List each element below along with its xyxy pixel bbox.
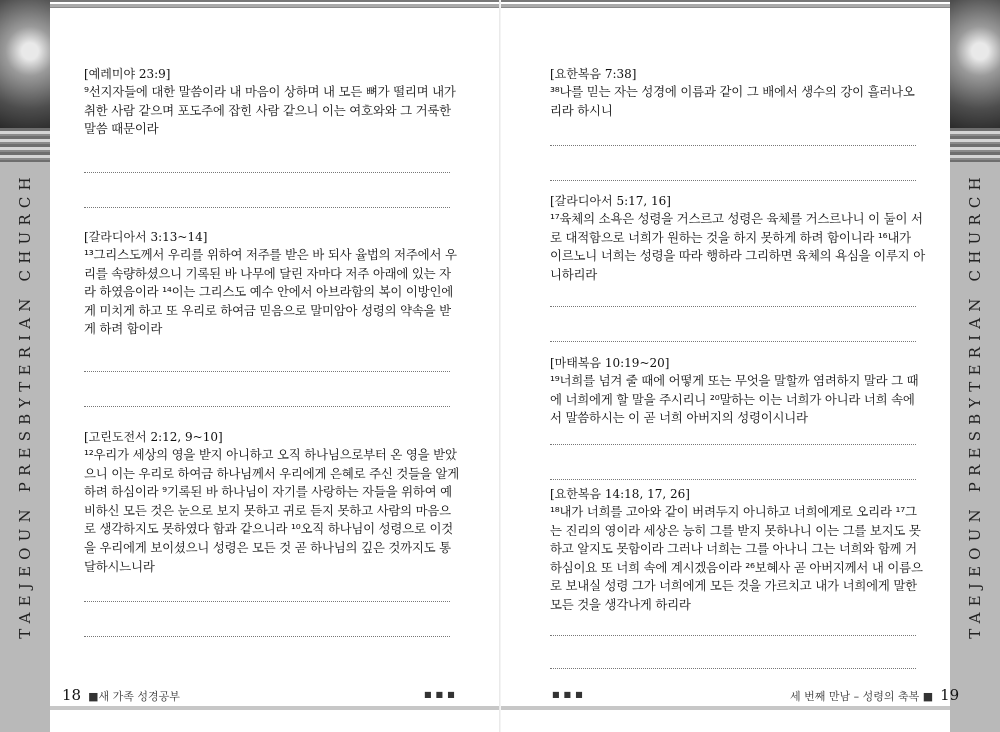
top-rule-right bbox=[500, 0, 950, 8]
note-line bbox=[550, 145, 916, 146]
note-line bbox=[550, 479, 916, 480]
decorative-stripes bbox=[950, 128, 1000, 162]
scripture-text: ¹⁸내가 너희를 고아와 같이 버려두지 아니하고 너희에게로 오리라 ¹⁷그는 진리의 영이라 세상은 능히 그를 받지 못하나니 이는 그를 보지도 못하고 알지도 못함이라 그러나 너희는 그를 아나니 그는 너희와 함께 거하심이요 또 너희 속에 계시겠음이라 ²⁶보혜사 곧 아버지께서 내 이름으로 보내실 성령 그가 너희에게 모든 것을 가르치고 내가 너희에게 말한 모든 것을 생각나게 하리라 bbox=[550, 504, 923, 612]
note-line bbox=[84, 172, 450, 173]
page-number: 18 bbox=[62, 686, 82, 704]
note-line bbox=[550, 306, 916, 307]
note-line bbox=[84, 406, 450, 407]
scripture-reference: [고린도전서 2:12, 9~10] bbox=[84, 430, 223, 444]
bottom-bar-right bbox=[501, 706, 950, 710]
scripture-text: ¹³그리스도께서 우리를 위하여 저주를 받은 바 되사 율법의 저주에서 우리를 속량하셨으니 기록된 바 나무에 달린 자마다 저주 아래에 있는 자라 하였음이라 ¹⁴이는 그리스도 예수 안에서 아브라함의 복이 이방인에게 미치게 하고 또 우리로 하여금 믿음으로 말미암아 성령의 약속을 받게 하려 함이라 bbox=[84, 247, 457, 337]
footer-squares: ■■■ bbox=[552, 690, 587, 699]
note-line bbox=[84, 601, 450, 602]
hands-plant-photo bbox=[0, 0, 50, 128]
scripture-reference: [요한복음 7:38] bbox=[550, 67, 637, 81]
footer-title: ■새 가족 성경공부 bbox=[88, 690, 180, 703]
note-line bbox=[550, 180, 916, 181]
left-side-text: TAEJEOUN PRESBYTERIAN CHURCH bbox=[16, 171, 34, 639]
scripture-entry bbox=[84, 229, 460, 339]
scripture-entry bbox=[550, 193, 925, 284]
page-fold bbox=[499, 0, 501, 732]
right-side-band bbox=[950, 0, 1000, 732]
scripture-reference: [마태복음 10:19~20] bbox=[550, 356, 670, 370]
hands-plant-photo bbox=[950, 0, 1000, 128]
decorative-stripes bbox=[0, 128, 50, 162]
bottom-bar-left bbox=[50, 706, 499, 710]
footer-squares: ■■■ bbox=[424, 690, 459, 699]
scripture-entry bbox=[550, 486, 925, 615]
top-rule-left bbox=[50, 0, 500, 8]
note-line bbox=[550, 444, 916, 445]
note-line bbox=[550, 635, 916, 636]
scripture-entry bbox=[84, 429, 460, 576]
footer-title: 세 번째 만남 – 성령의 축복 ■ bbox=[790, 690, 934, 703]
note-line bbox=[84, 371, 450, 372]
right-footer bbox=[790, 688, 959, 702]
left-side-band bbox=[0, 0, 50, 732]
scripture-text: ¹⁹너희를 넘겨 줄 때에 어떻게 또는 무엇을 말할까 염려하지 말라 그 때에 너희에게 할 말을 주시리니 ²⁰말하는 이는 너희가 아니라 너희 속에서 말씀하시는 이 곧 너희 아버지의 성령이시니라 bbox=[550, 373, 919, 426]
scripture-reference: [갈라디아서 3:13~14] bbox=[84, 230, 208, 244]
note-line bbox=[550, 668, 916, 669]
note-line bbox=[550, 341, 916, 342]
page-number: 19 bbox=[940, 686, 960, 704]
note-line bbox=[84, 636, 450, 637]
right-side-text: TAEJEOUN PRESBYTERIAN CHURCH bbox=[966, 171, 984, 639]
scripture-text: ⁹선지자들에 대한 말씀이라 내 마음이 상하며 내 모든 뼈가 떨리며 내가 취한 사람 같으며 포도주에 잡힌 사람 같으니 이는 여호와와 그 거룩한 말씀 때문이라 bbox=[84, 84, 456, 137]
scripture-reference: [요한복음 14:18, 17, 26] bbox=[550, 487, 690, 501]
scripture-text: ¹⁷육체의 소욕은 성령을 거스르고 성령은 육체를 거스르나니 이 둘이 서로 대적함으로 너희가 원하는 것을 하지 못하게 하려 함이니라 ¹⁶내가 이르노니 너희는 성령을 따라 행하라 그리하면 육체의 욕심을 이루지 아니하리라 bbox=[550, 211, 925, 282]
scripture-reference: [예레미야 23:9] bbox=[84, 67, 171, 81]
left-footer bbox=[62, 688, 180, 702]
note-line bbox=[84, 207, 450, 208]
scripture-reference: [갈라디아서 5:17, 16] bbox=[550, 194, 671, 208]
scripture-entry bbox=[550, 66, 925, 120]
scripture-text: ³⁸나를 믿는 자는 성경에 이름과 같이 그 배에서 생수의 강이 흘러나오리라 하시니 bbox=[550, 84, 915, 118]
scripture-text: ¹²우리가 세상의 영을 받지 아니하고 오직 하나님으로부터 온 영을 받았으니 이는 우리로 하여금 하나님께서 우리에게 은혜로 주신 것들을 알게 하려 하심이라 ⁹기록된 바 하나님이 자기를 사랑하는 자들을 위하여 예비하신 모든 것은 눈으로 보지 못하고 귀로 듣지 못하고 사람의 마음으로 생각하지도 못하였다 함과 같으니라 ¹⁰오직 하나님이 성령으로 이것을 우리에게 보이셨으니 성령은 모든 것 곧 하나님의 깊은 것까지도 통달하시느니라 bbox=[84, 447, 459, 574]
scripture-entry bbox=[550, 355, 925, 428]
scripture-entry bbox=[84, 66, 460, 139]
